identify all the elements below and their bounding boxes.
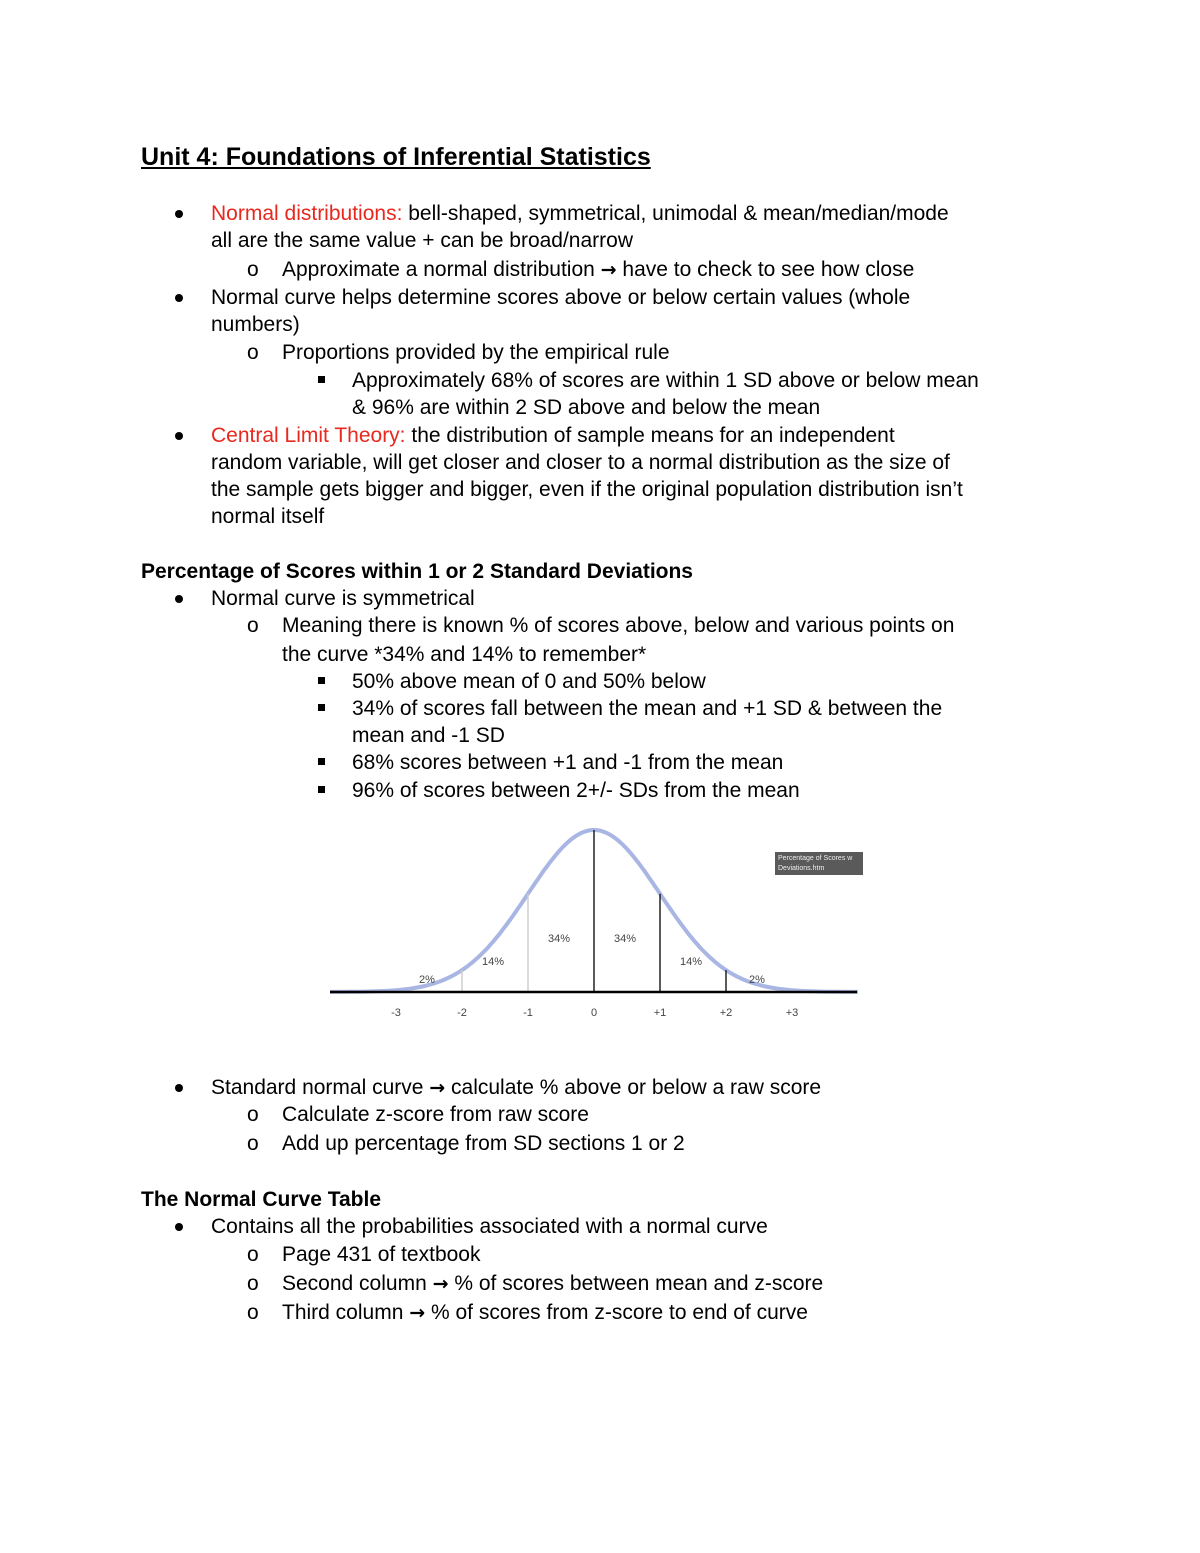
square-bullet <box>318 704 325 711</box>
section-heading-table: The Normal Curve Table <box>141 1188 382 1211</box>
square-bullet <box>318 376 325 383</box>
arrow-icon: → <box>409 1302 426 1324</box>
bullet-normal-curve: Normal curve helps determine scores above or below certain values (whole <box>211 286 911 309</box>
normal-curve-figure <box>320 820 880 1035</box>
sub-bullet-marker: o <box>247 1272 259 1295</box>
bullet-line: mean and -1 SD <box>352 724 505 747</box>
sub-bullet-second-column: Second column → % of scores between mean and z-score <box>282 1272 824 1295</box>
arrow-icon: → <box>429 1077 446 1099</box>
bullet-standard-normal: Standard normal curve → calculate % above or below a raw score <box>211 1076 822 1099</box>
x-tick-label: +3 <box>785 1007 799 1019</box>
square-bullet <box>318 758 325 765</box>
arrow-icon: → <box>432 1273 449 1295</box>
x-tick-label: -2 <box>457 1007 467 1019</box>
sub-bullet-zscore: Calculate z-score from raw score <box>282 1103 589 1126</box>
x-tick-label: 0 <box>590 1007 598 1019</box>
bullet-dot <box>175 432 183 440</box>
x-tick-label: -1 <box>523 1007 533 1019</box>
region-percent-label: 34% <box>547 933 571 945</box>
square-bullet-approximately: Approximately 68% of scores are within 1 SD above or below mean <box>352 369 979 392</box>
bullet-line: random variable, will get closer and closer to a normal distribution as the size of <box>211 451 950 474</box>
square-bullet <box>318 677 325 684</box>
bullet-line: & 96% are within 2 SD above and below the mean <box>352 396 821 419</box>
region-percent-label: 14% <box>679 956 703 968</box>
bullet-line: normal itself <box>211 505 325 528</box>
bullet-dot <box>175 1223 183 1231</box>
x-tick-label: -3 <box>391 1007 401 1019</box>
sub-bullet-marker: o <box>247 1243 259 1266</box>
region-percent-label: 2% <box>419 974 435 986</box>
bullet-normal-distributions: Normal distributions: bell-shaped, symmetrical, unimodal & mean/median/mode <box>211 202 949 225</box>
sub-bullet-marker: o <box>247 341 259 364</box>
region-percent-label: 34% <box>613 933 637 945</box>
sub-bullet-marker: o <box>247 1132 259 1155</box>
square-bullet <box>318 786 325 793</box>
term-normal-distributions: Normal distributions: <box>211 202 403 225</box>
bullet-dot <box>175 294 183 302</box>
bullet-line: numbers) <box>211 313 300 336</box>
sub-bullet-third-column: Third column → % of scores from z-score to end of curve <box>282 1301 808 1324</box>
sub-bullet-approximate: Approximate a normal distribution → have to check to see how close <box>282 258 915 281</box>
x-tick-label: +2 <box>719 1007 733 1019</box>
bullet-line: the sample gets bigger and bigger, even if the original population distribution isn’t <box>211 478 963 501</box>
bullet-central-limit: Central Limit Theory: the distribution of sample means for an independent <box>211 424 895 447</box>
page-title: Unit 4: Foundations of Inferential Statistics <box>141 143 651 171</box>
square-bullet-68: 68% scores between +1 and -1 from the mean <box>352 751 784 774</box>
square-bullet-34: 34% of scores fall between the mean and +1 SD & between the <box>352 697 943 720</box>
sub-bullet-marker: o <box>247 258 259 281</box>
sub-bullet-page: Page 431 of textbook <box>282 1243 481 1266</box>
arrow-icon: → <box>600 259 617 281</box>
bullet-line: all are the same value + can be broad/narrow <box>211 229 633 252</box>
bullet-dot <box>175 1084 183 1092</box>
bullet-dot <box>175 210 183 218</box>
term-central-limit-theory: Central Limit Theory: <box>211 424 406 447</box>
link-tooltip[interactable]: Percentage of Scores w Deviations.htm <box>775 852 863 875</box>
x-tick-label: +1 <box>653 1007 667 1019</box>
bullet-line: the curve *34% and 14% to remember* <box>282 643 647 666</box>
sub-bullet-marker: o <box>247 1301 259 1324</box>
bullet-symmetrical: Normal curve is symmetrical <box>211 587 475 610</box>
region-percent-label: 2% <box>749 974 765 986</box>
bullet-dot <box>175 595 183 603</box>
section-heading-percentage: Percentage of Scores within 1 or 2 Standard Deviations <box>141 560 693 583</box>
region-percent-label: 14% <box>481 956 505 968</box>
sub-bullet-add-up: Add up percentage from SD sections 1 or 2 <box>282 1132 685 1155</box>
square-bullet-50: 50% above mean of 0 and 50% below <box>352 670 706 693</box>
bullet-probabilities: Contains all the probabilities associated with a normal curve <box>211 1215 768 1238</box>
sub-bullet-marker: o <box>247 614 259 637</box>
sub-bullet-proportions: Proportions provided by the empirical rule <box>282 341 670 364</box>
sub-bullet-marker: o <box>247 1103 259 1126</box>
sub-bullet-meaning: Meaning there is known % of scores above, below and various points on <box>282 614 955 637</box>
square-bullet-96: 96% of scores between 2+/- SDs from the mean <box>352 779 800 802</box>
